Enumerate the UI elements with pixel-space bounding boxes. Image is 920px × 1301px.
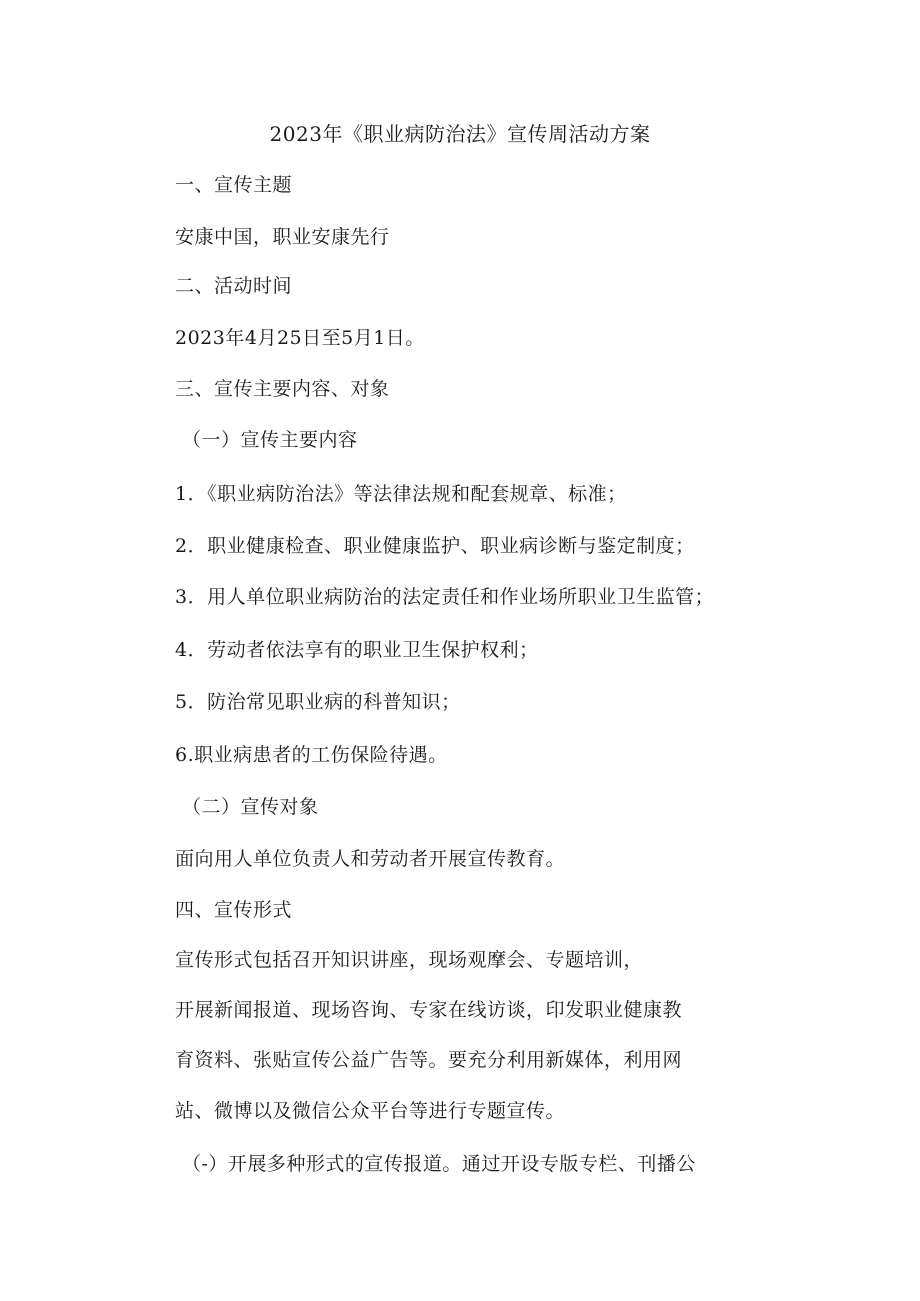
paragraph-line: 开展新闻报道、现场咨询、专家在线访谈，印发职业健康教 xyxy=(175,999,683,1021)
section-1-heading: 一、宣传主题 xyxy=(175,174,293,196)
paragraph-line: 站、微博以及微信公众平台等进行专题宣传。 xyxy=(175,1100,566,1122)
paragraph-line: 育资料、张贴宣传公益广告等。要充分利用新媒体，利用网 xyxy=(175,1049,683,1071)
section-4-heading: 四、宣传形式 xyxy=(175,899,293,921)
list-item: 3．用人单位职业病防治的法定责任和作业场所职业卫生监管； xyxy=(175,586,715,608)
document-title: 2023年《职业病防治法》宣传周活动方案 xyxy=(269,122,651,146)
section-3-sub2-heading: （二）宣传对象 xyxy=(182,796,319,818)
list-item: 6.职业病患者的工伤保险待遇。 xyxy=(175,744,448,766)
list-item: 2．职业健康检查、职业健康监护、职业病诊断与鉴定制度； xyxy=(175,535,695,557)
section-3-sub1-heading: （一）宣传主要内容 xyxy=(182,429,358,451)
section-4-sub1-text: （-）开展多种形式的宣传报道。通过开设专版专栏、刊播公 xyxy=(182,1153,696,1175)
section-3-sub2-text: 面向用人单位负责人和劳动者开展宣传教育。 xyxy=(175,848,566,870)
list-item: 5．防治常见职业病的科普知识； xyxy=(175,691,461,713)
list-item: 1．《职业病防治法》等法律法规和配套规章、标准； xyxy=(175,483,627,505)
paragraph-line: 宣传形式包括召开知识讲座，现场观摩会、专题培训， xyxy=(175,949,644,971)
section-1-text: 安康中国，职业安康先行 xyxy=(175,226,390,248)
section-2-heading: 二、活动时间 xyxy=(175,275,293,297)
section-2-text: 2023年4月25日至5月1日。 xyxy=(175,327,425,349)
section-3-heading: 三、宣传主要内容、对象 xyxy=(175,378,390,400)
list-item: 4．劳动者依法享有的职业卫生保护权利； xyxy=(175,639,539,661)
